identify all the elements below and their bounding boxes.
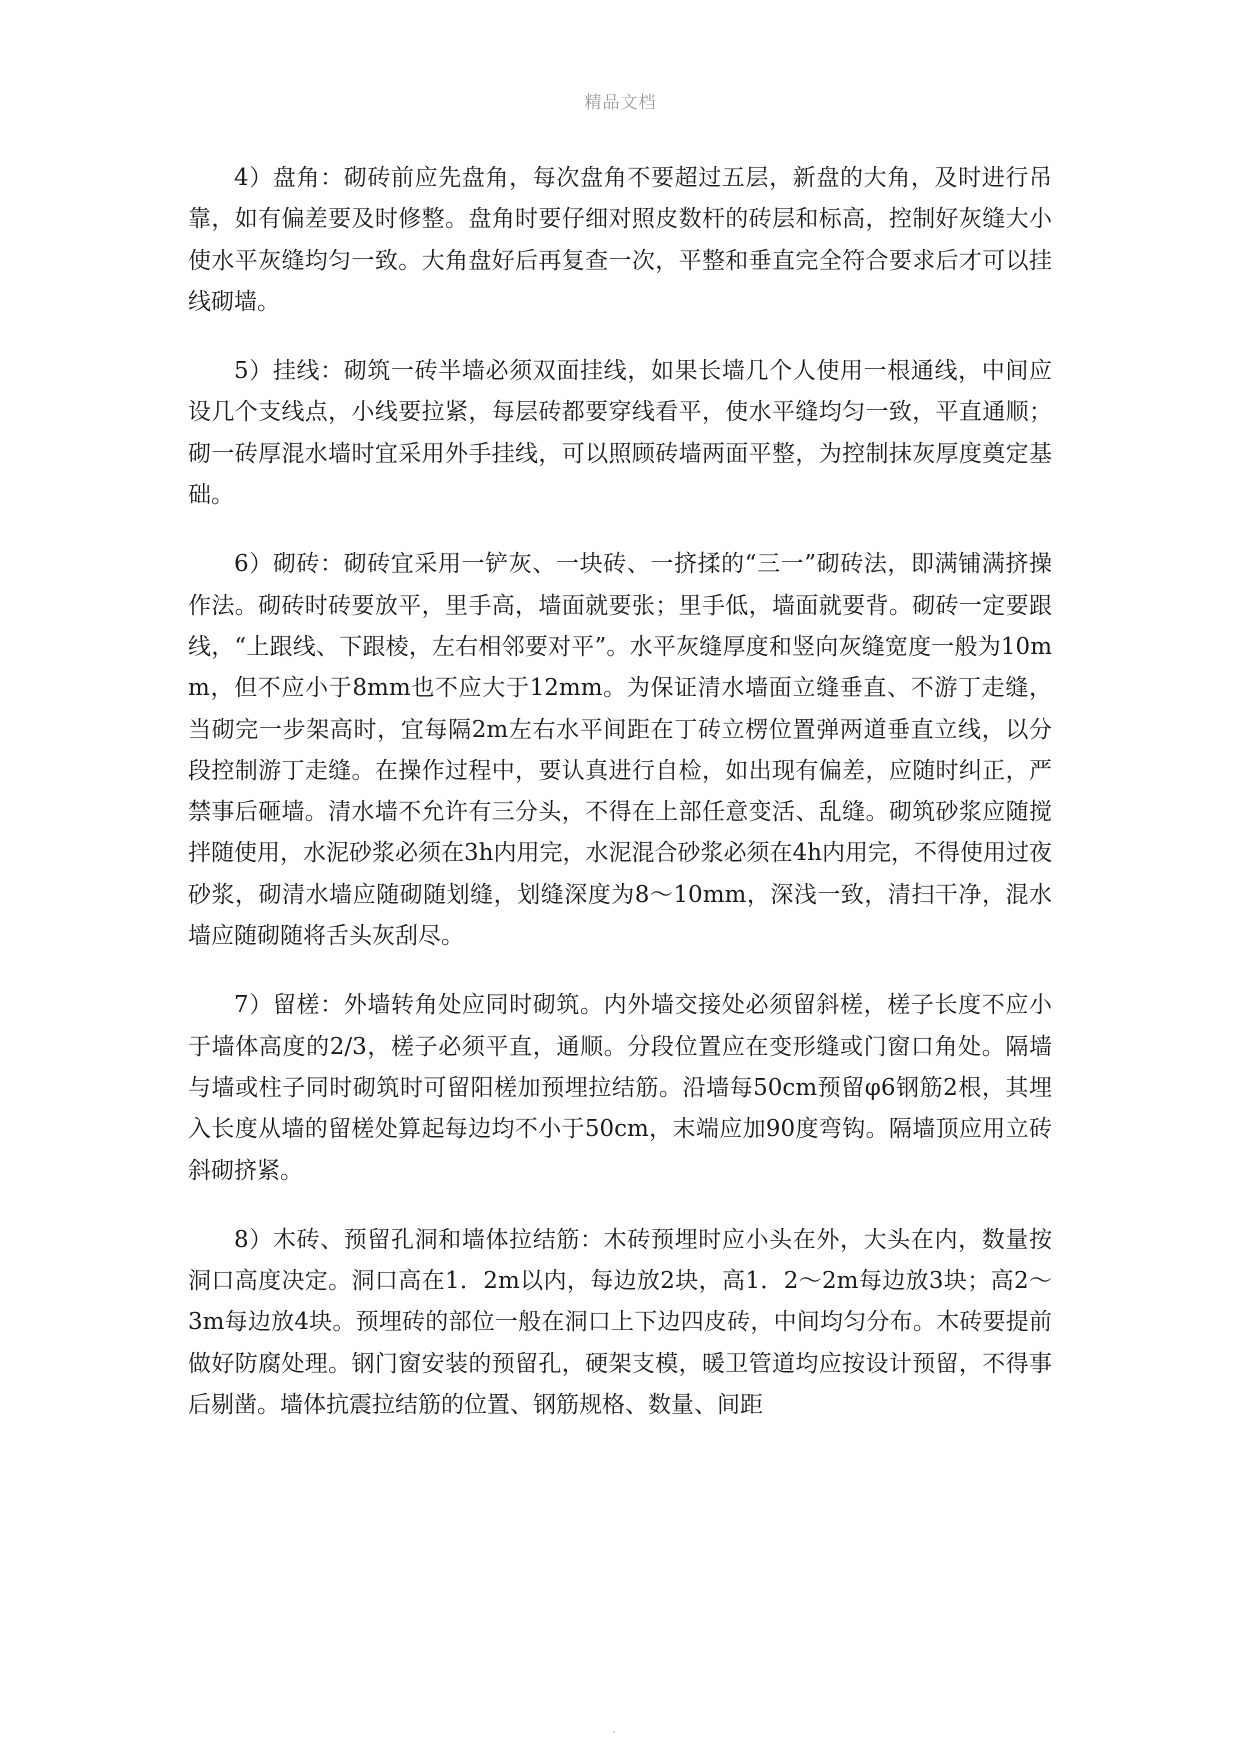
paragraph-toothing: 7）留槎：外墙转角处应同时砌筑。内外墙交接处必须留斜槎，槎子长度不应小于墙体高度的2/3，槎子必须平直，通顺。分段位置应在变形缝或门窗口角处。隔墙与墙或柱子同时砌筑时可留阳槎加预埋拉结筋。沿墙每50cm预留φ6钢筋2根，其埋入长度从墙的留槎处算起每边均不小于50cm，末端应加90度弯钩。隔墙顶应用立砖斜砌挤紧。 [188, 992, 1052, 1184]
paragraph-corner-laying: 4）盘角：砌砖前应先盘角，每次盘角不要超过五层，新盘的大角，及时进行吊靠，如有偏差要及时修整。盘角时要仔细对照皮数杆的砖层和标高，控制好灰缝大小使水平灰缝均匀一致。大角盘好后再复查一次，平整和垂直完全符合要求后才可以挂线砌墙。 [188, 165, 1052, 315]
paragraph-brick-laying: 6）砌砖：砌砖宜采用一铲灰、一块砖、一挤揉的“三一”砌砖法，即满铺满挤操作法。砌砖时砖要放平，里手高，墙面就要张；里手低，墙面就要背。砌砖一定要跟线，“上跟线、下跟棱，左右相邻要对平”。水平灰缝厚度和竖向灰缝宽度一般为10mm，但不应小于8mm也不应大于12mm。为保证清水墙面立缝垂直、不游丁走缝，当砌完一步架高时，宜每隔2m左右水平间距在丁砖立楞位置弹两道垂直立线，以分段控制游丁走缝。在操作过程中，要认真进行自检，如出现有偏差，应随时纠正，严禁事后砸墙。清水墙不允许有三分头，不得在上部任意变活、乱缝。砌筑砂浆应随搅拌随使用，水泥砂浆必须在3h内用完，水泥混合砂浆必须在4h内用完，不得使用过夜砂浆，砌清水墙应随砌随划缝，划缝深度为8～10mm，深浅一致，清扫干净，混水墙应随砌随将舌头灰刮尽。 [188, 551, 1052, 950]
paragraph-line-hanging: 5）挂线：砌筑一砖半墙必须双面挂线，如果长墙几个人使用一根通线，中间应设几个支线点，小线要拉紧，每层砖都要穿线看平，使水平缝均匀一致，平直通顺；砌一砖厚混水墙时宜采用外手挂线，可以照顾砖墙两面平整，为控制抹灰厚度奠定基础。 [188, 358, 1052, 509]
page-footer-mark: . [612, 1722, 616, 1736]
page-header-watermark: 精品文档 [584, 93, 657, 113]
paragraph-wood-bricks-reserved-holes: 8）木砖、预留孔洞和墙体拉结筋：木砖预埋时应小头在外，大头在内，数量按洞口高度决定。洞口高在1．2m以内，每边放2块，高1．2～2m每边放3块；高2～3m每边放4块。预埋砖的部位一般在洞口上下边四皮砖，中间均匀分布。木砖要提前做好防腐处理。钢门窗安装的预留孔，硬架支模，暖卫管道均应按设计预留，不得事后剔凿。墙体抗震拉结筋的位置、钢筋规格、数量、间距 [188, 1226, 1052, 1419]
document-body [188, 158, 1052, 1454]
